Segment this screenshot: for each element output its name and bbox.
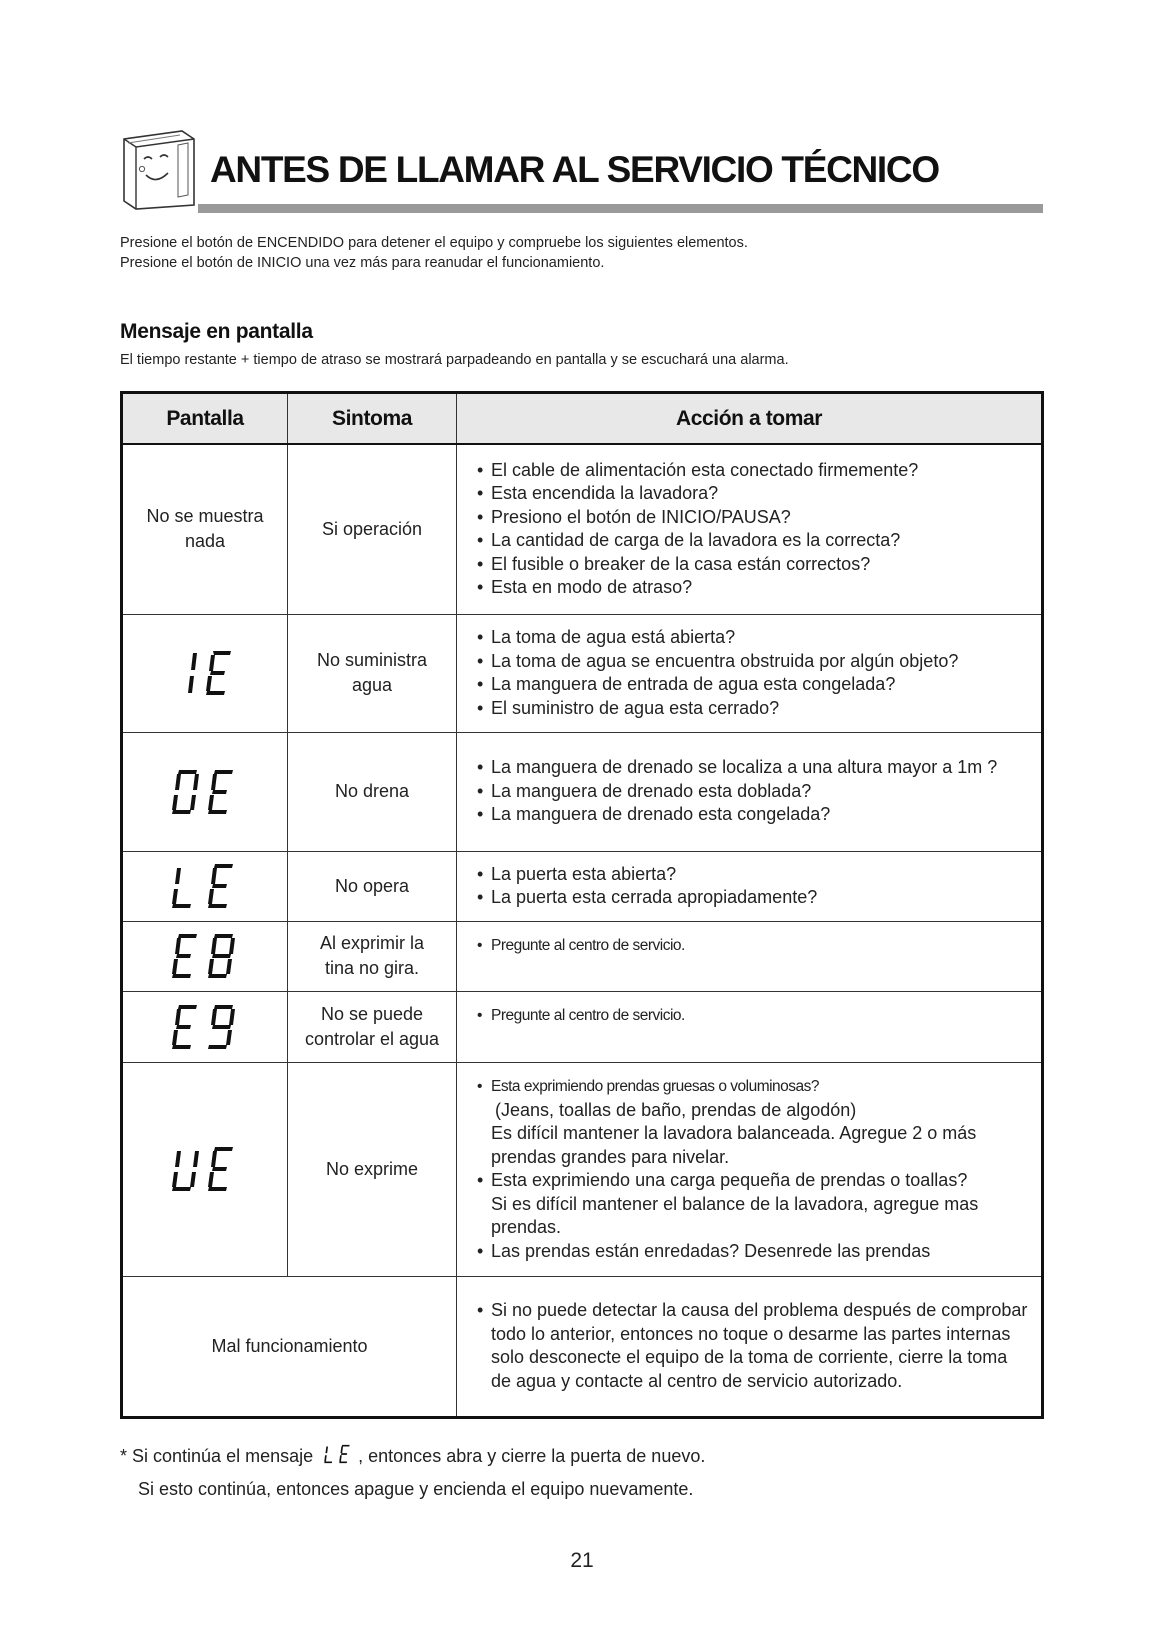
header-display: Pantalla — [122, 393, 288, 445]
action-item: • La puerta esta abierta? — [477, 863, 1031, 887]
error-code-e9-icon — [165, 1003, 245, 1051]
table-row — [122, 921, 1043, 991]
action-note: (Jeans, toallas de baño, prendas de algodón) — [495, 1099, 857, 1120]
error-code-oe-icon — [165, 768, 245, 816]
action-item: • La puerta esta cerrada apropiadamente? — [477, 886, 1031, 910]
action-item: • Si no puede detectar la causa del problema después de comprobar todo lo anterior, entonces no toque o desarme las partes internas solo desconecte el equipo de la toma de corriente, cierre la toma de agua y contacte al centro de servicio autorizado. — [477, 1299, 1031, 1393]
action-cell — [457, 1062, 1043, 1276]
table-row-malfunction — [122, 1276, 1043, 1417]
intro-text — [120, 233, 748, 273]
washing-machine-icon — [118, 125, 198, 210]
symptom-cell: No suministra agua — [288, 614, 457, 732]
action-cell — [457, 444, 1043, 614]
symptom-cell: No exprime — [288, 1062, 457, 1276]
action-item: • La toma de agua se encuentra obstruida por algún objeto? — [477, 650, 1031, 674]
action-item: • El cable de alimentación esta conectado firmemente? — [477, 459, 1031, 483]
page-number: 21 — [570, 1549, 594, 1572]
error-code-ue-icon — [165, 1145, 245, 1193]
action-cell — [457, 732, 1043, 851]
action-item: • Esta encendida la lavadora? — [477, 482, 1031, 506]
section-subtitle: El tiempo restante + tiempo de atraso se mostrará parpadeando en pantalla y se escuchará una alarma. — [120, 352, 789, 368]
action-item: • El suministro de agua esta cerrado? — [477, 697, 1031, 721]
display-code-ie — [122, 614, 288, 732]
symptom-cell: Si operación — [288, 444, 457, 614]
action-item: • La manguera de entrada de agua esta congelada? — [477, 673, 1031, 697]
action-item: • La manguera de drenado se localiza a una altura mayor a 1m ? — [477, 756, 1031, 780]
action-item: • Esta exprimiendo prendas gruesas o voluminosas? — [477, 1075, 1031, 1099]
action-item: • La manguera de drenado esta congelada? — [477, 803, 1031, 827]
page-header — [118, 125, 1044, 220]
footnote — [120, 1440, 705, 1506]
action-item: • Presiono el botón de INICIO/PAUSA? — [477, 506, 1031, 530]
error-code-le-icon — [321, 1444, 355, 1464]
display-code-oe — [122, 732, 288, 851]
action-cell — [457, 1276, 1043, 1417]
action-item: • Esta exprimiendo una carga pequeña de prendas o toallas? — [477, 1169, 1031, 1193]
action-item: • La manguera de drenado esta doblada? — [477, 780, 1031, 804]
table-row — [122, 732, 1043, 851]
footnote-prefix: * Si continúa el mensaje — [120, 1446, 314, 1466]
action-item: • El fusible o breaker de la casa están correctos? — [477, 553, 1031, 577]
action-cell — [457, 991, 1043, 1062]
page-title: ANTES DE LLAMAR AL SERVICIO TÉCNICO — [210, 149, 939, 190]
action-item: • La toma de agua está abierta? — [477, 626, 1031, 650]
footnote-suffix: , entonces abra y cierre la puerta de nuevo. — [358, 1446, 706, 1466]
symptom-cell: No opera — [288, 851, 457, 921]
table-row — [122, 851, 1043, 921]
action-note: Es difícil mantener la lavadora balanceada. Agregue 2 o más prendas grandes para nivelar. — [491, 1123, 977, 1167]
action-item: • Las prendas están enredadas? Desenrede las prendas — [477, 1240, 1031, 1264]
header-symptom: Sintoma — [288, 393, 457, 445]
action-item: • Pregunte al centro de servicio. — [477, 934, 1031, 958]
header-action: Acción a tomar — [457, 393, 1043, 445]
action-cell — [457, 921, 1043, 991]
error-code-ie-icon — [173, 649, 237, 697]
action-cell — [457, 614, 1043, 732]
symptom-cell: Al exprimir la tina no gira. — [288, 921, 457, 991]
symptom-cell: No drena — [288, 732, 457, 851]
malfunction-label: Mal funcionamiento — [122, 1276, 457, 1417]
title-underline — [198, 204, 1043, 213]
symptom-cell: No se puede controlar el agua — [288, 991, 457, 1062]
intro-line-2: Presione el botón de INICIO una vez más para reanudar el funcionamiento. — [120, 255, 605, 271]
display-code-e9 — [122, 991, 288, 1062]
table-row — [122, 1062, 1043, 1276]
action-item: • La cantidad de carga de la lavadora es la correcta? — [477, 529, 1031, 553]
display-cell-no-display: No se muestra nada — [122, 444, 288, 614]
display-code-e8 — [122, 921, 288, 991]
display-code-le — [122, 851, 288, 921]
display-code-ue — [122, 1062, 288, 1276]
footnote-line-1 — [120, 1440, 705, 1473]
table-row — [122, 444, 1043, 614]
error-code-le-icon — [165, 862, 245, 910]
error-code-e8-icon — [165, 932, 245, 980]
table-row — [122, 614, 1043, 732]
action-item: • Pregunte al centro de servicio. — [477, 1004, 1031, 1028]
table-row — [122, 991, 1043, 1062]
troubleshooting-table — [120, 391, 1044, 1419]
footnote-line-2: Si esto continúa, entonces apague y encienda el equipo nuevamente. — [138, 1479, 694, 1499]
table-header-row — [122, 393, 1043, 445]
intro-line-1: Presione el botón de ENCENDIDO para detener el equipo y compruebe los siguientes elementos. — [120, 235, 748, 251]
action-cell — [457, 851, 1043, 921]
section-title: Mensaje en pantalla — [120, 320, 313, 343]
action-item: • Esta en modo de atraso? — [477, 576, 1031, 600]
action-note: Si es difícil mantener el balance de la lavadora, agregue mas prendas. — [491, 1193, 979, 1237]
